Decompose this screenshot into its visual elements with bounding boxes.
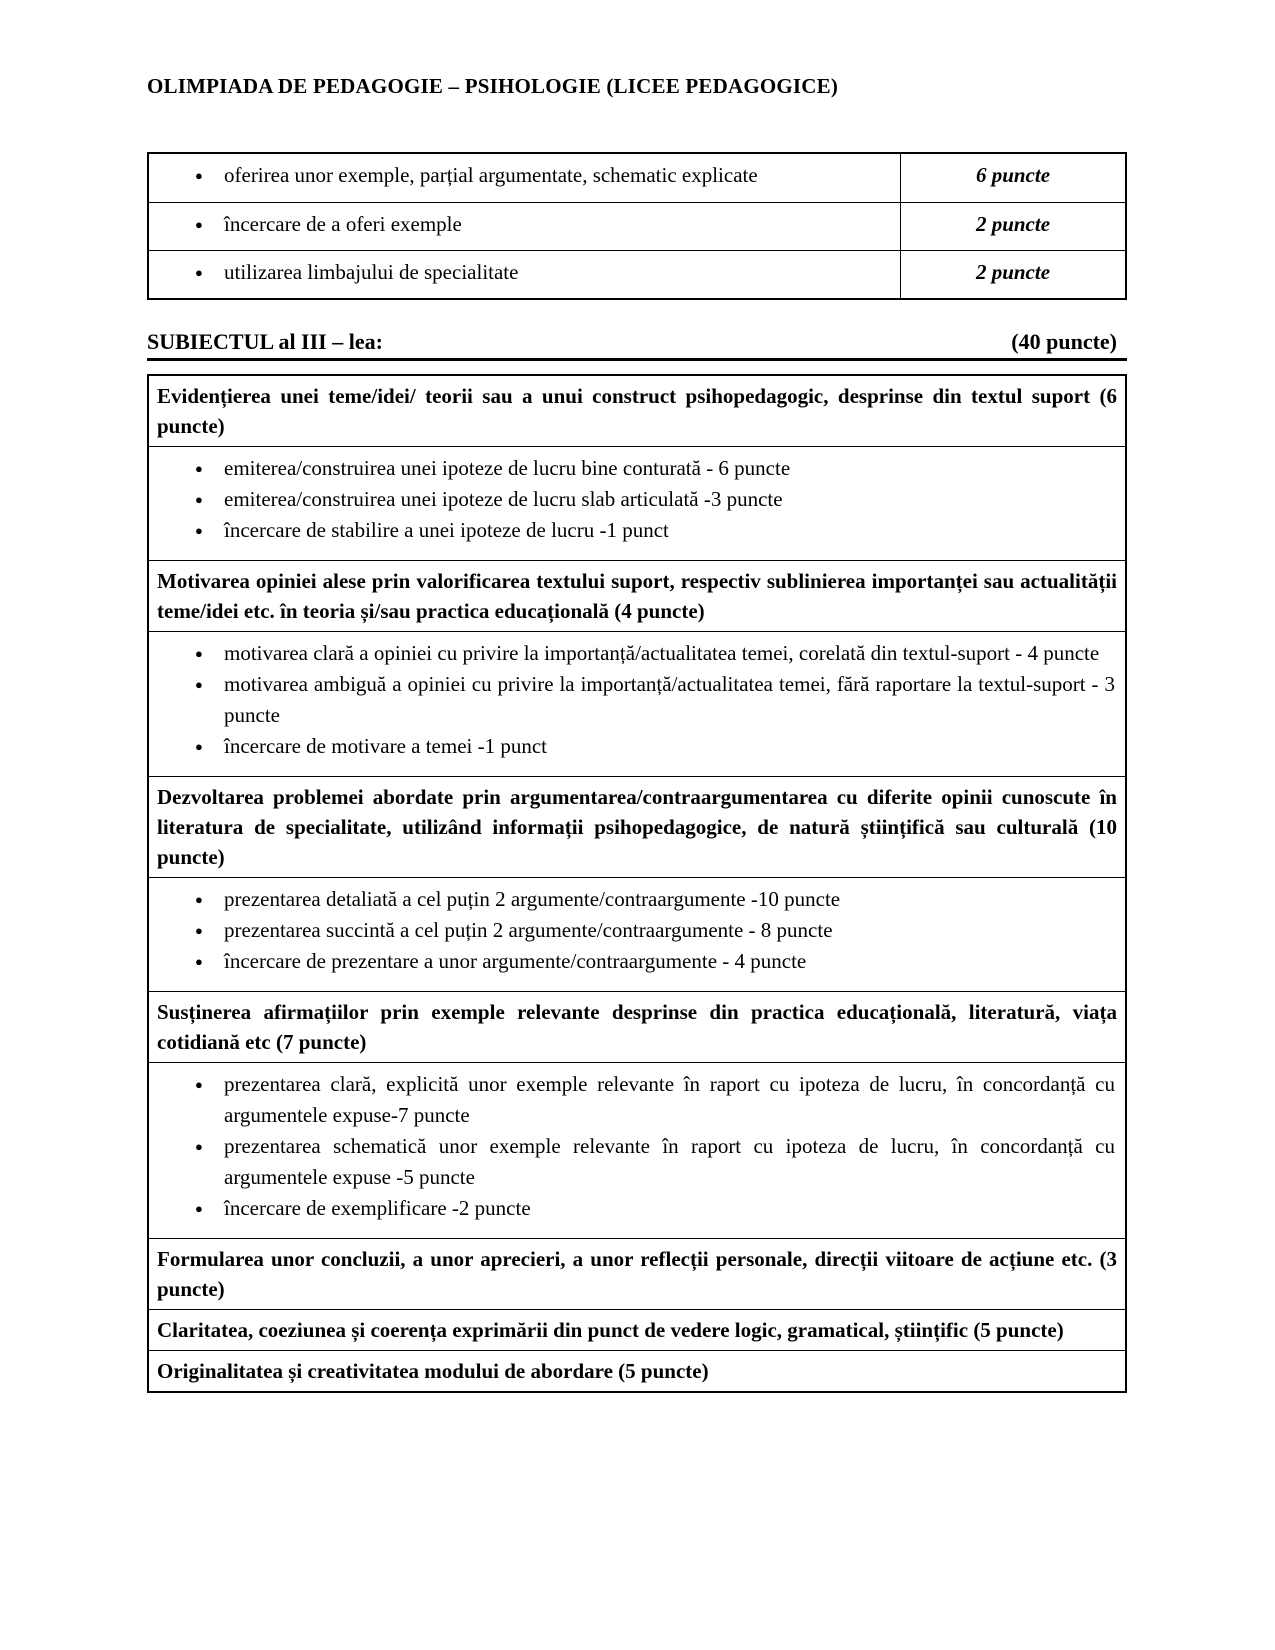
bullet-icon: ●: [195, 739, 203, 754]
page-title: OLIMPIADA DE PEDAGOGIE – PSIHOLOGIE (LICEE PEDAGOGICE): [147, 74, 839, 98]
list-item: [149, 515, 1125, 546]
subject-heading: [147, 329, 1127, 361]
table-row: [149, 202, 1125, 250]
bullet-icon: ●: [195, 954, 203, 969]
bullet-icon: ●: [195, 1077, 203, 1092]
rubric-section: [149, 991, 1125, 1238]
bullet-icon: ●: [195, 677, 203, 692]
criterion-cell: [149, 251, 901, 298]
list-item: [149, 1131, 1125, 1193]
bullet-text: emiterea/construirea unei ipoteze de lucru slab articulată -3 puncte: [224, 487, 783, 511]
subject-heading-label: SUBIECTUL al III – lea:: [147, 329, 383, 354]
bullet-text: încercare de exemplificare -2 puncte: [224, 1196, 531, 1220]
bullet-icon: ●: [195, 492, 203, 507]
points-table: [147, 152, 1127, 300]
list-item: [149, 453, 1125, 484]
rubric-section: [149, 1350, 1125, 1391]
criterion-text: utilizarea limbajului de specialitate: [224, 260, 519, 284]
section-header: Dezvoltarea problemei abordate prin argumentarea/contraargumentarea cu diferite opinii cunoscute în literatura de specialitate, utilizând informații psihopedagogice, de natură științifică sau culturală (10 puncte): [157, 785, 1117, 869]
bullet-text: motivarea clară a opiniei cu privire la importanță/actualitatea temei, corelată din textul-suport - 4 puncte: [224, 641, 1100, 665]
table-row: [149, 154, 1125, 202]
bullet-text: motivarea ambiguă a opiniei cu privire la importanță/actualitatea temei, fără raportare la textul-suport - 3 puncte: [224, 672, 1115, 727]
section-header: Formularea unor concluzii, a unor aprecieri, a unor reflecții personale, direcții viitoare de acțiune etc. (3 puncte): [157, 1247, 1117, 1301]
section-bullets: [149, 1062, 1125, 1238]
section-header: Motivarea opiniei alese prin valorificarea textului suport, respectiv sublinierea importanței sau actualității teme/idei etc. în teoria și/sau practica educațională (4 puncte): [157, 569, 1117, 623]
section-bullets: [149, 446, 1125, 560]
list-item: [149, 731, 1125, 762]
points-value: 2 puncte: [975, 212, 1051, 236]
bullet-icon: ●: [195, 217, 203, 232]
bullet-text: prezentarea detaliată a cel puțin 2 argumente/contraargumente -10 puncte: [224, 887, 841, 911]
list-item: [149, 669, 1125, 731]
bullet-icon: ●: [195, 523, 203, 538]
section-bullets: [149, 631, 1125, 776]
bullet-text: încercare de stabilire a unei ipoteze de lucru -1 punct: [224, 518, 669, 542]
bullet-icon: ●: [195, 168, 203, 183]
criterion-cell: [149, 203, 901, 250]
section-header: Susținerea afirmațiilor prin exemple relevante desprinse din practica educațională, literatură, viața cotidiană etc (7 puncte): [157, 1000, 1117, 1054]
bullet-text: emiterea/construirea unei ipoteze de lucru bine conturată - 6 puncte: [224, 456, 791, 480]
bullet-icon: ●: [195, 646, 203, 661]
list-item: [149, 915, 1125, 946]
rubric-section: [149, 1238, 1125, 1309]
bullet-text: încercare de motivare a temei -1 punct: [224, 734, 547, 758]
points-value: 2 puncte: [975, 260, 1051, 284]
section-bullets: [149, 877, 1125, 991]
subject-heading-points: (40 puncte): [1011, 329, 1117, 354]
criterion-cell: [149, 154, 901, 202]
bullet-icon: ●: [195, 892, 203, 907]
bullet-text: prezentarea schematică unor exemple relevante în raport cu ipoteza de lucru, în concordanță cu argumentele expuse -5 puncte: [224, 1134, 1115, 1189]
criterion-text: oferirea unor exemple, parțial argumentate, schematic explicate: [224, 163, 758, 187]
points-value: 6 puncte: [975, 163, 1051, 187]
list-item: [149, 946, 1125, 977]
rubric-section: [149, 560, 1125, 776]
section-header: Evidențierea unei teme/idei/ teorii sau a unui construct psihopedagogic, desprinse din textul suport (6 puncte): [157, 384, 1117, 438]
bullet-icon: ●: [195, 923, 203, 938]
rubric-section: [149, 376, 1125, 560]
list-item: [149, 1193, 1125, 1224]
section-header: Claritatea, coeziunea și coerența exprimării din punct de vedere logic, gramatical, științific (5 puncte): [157, 1318, 1064, 1342]
rubric-table: [147, 374, 1127, 1393]
rubric-section: [149, 776, 1125, 991]
bullet-icon: ●: [195, 1201, 203, 1216]
bullet-icon: ●: [195, 461, 203, 476]
bullet-text: încercare de prezentare a unor argumente/contraargumente - 4 puncte: [224, 949, 807, 973]
table-row: [149, 250, 1125, 298]
bullet-text: prezentarea succintă a cel puțin 2 argumente/contraargumente - 8 puncte: [224, 918, 833, 942]
list-item: [149, 884, 1125, 915]
list-item: [149, 1069, 1125, 1131]
list-item: [149, 484, 1125, 515]
bullet-text: prezentarea clară, explicită unor exemple relevante în raport cu ipoteza de lucru, în concordanță cu argumentele expuse-7 puncte: [224, 1072, 1115, 1127]
rubric-section: [149, 1309, 1125, 1350]
criterion-text: încercare de a oferi exemple: [224, 212, 462, 236]
list-item: [149, 638, 1125, 669]
bullet-icon: ●: [195, 1139, 203, 1154]
section-header: Originalitatea și creativitatea modului de abordare (5 puncte): [157, 1359, 709, 1383]
bullet-icon: ●: [195, 265, 203, 280]
